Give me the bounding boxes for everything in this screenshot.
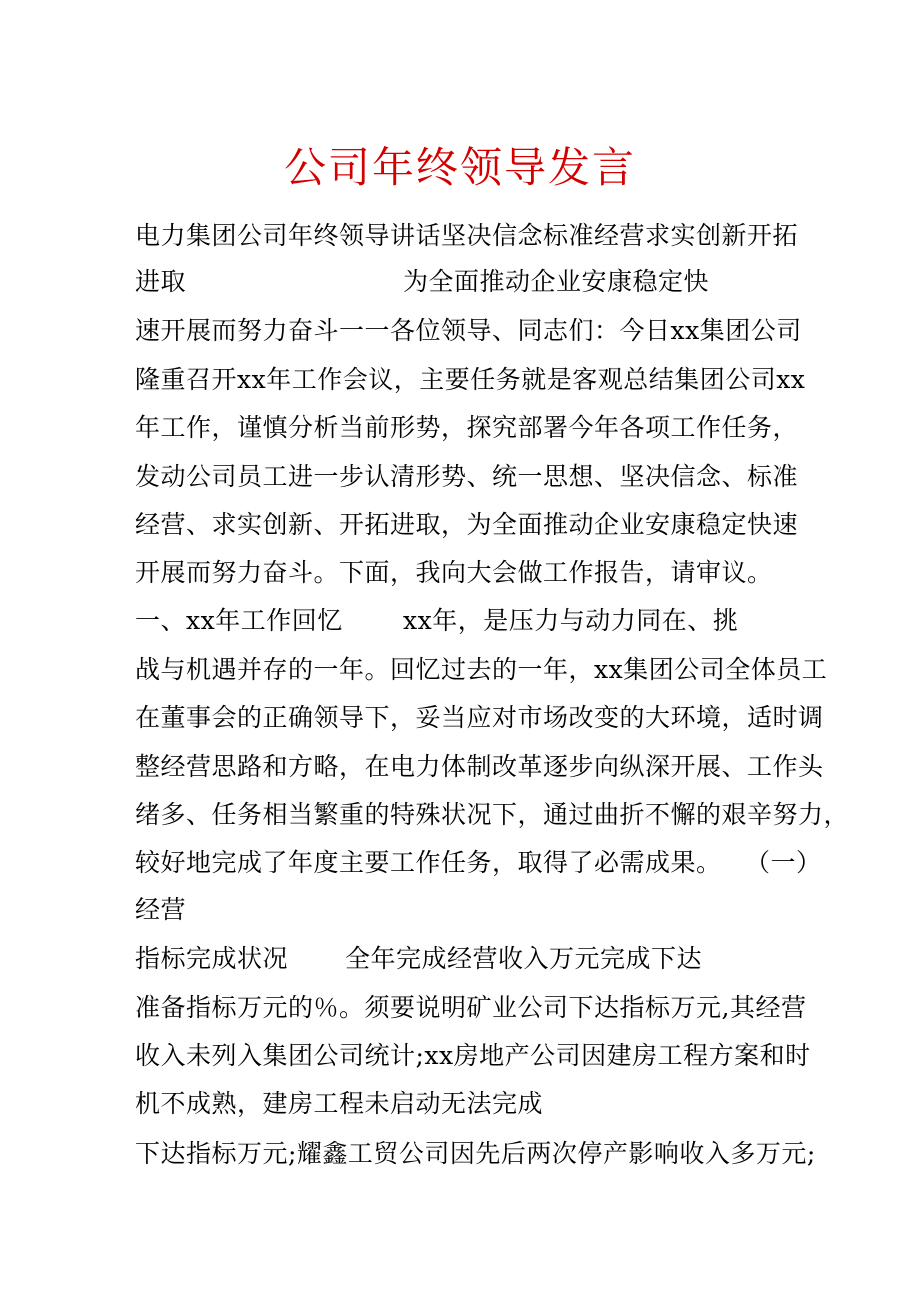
body-text: 整经营思路和方略，在电力体制改革逐步向纵深开展、工作头 (135, 752, 824, 781)
body-text: 战与机遇并存的一年。回忆过去的一年，xx集团公司全体员工 (135, 655, 828, 684)
body-text: 绪多、任务相当繁重的特殊状况下，通过曲折不懈的艰辛努力， (135, 800, 850, 829)
body-text: 开展而努力奋斗。下面，我向大会做工作报告，请审议。 (135, 558, 773, 587)
body-text: 全年完成经营收入万元完成下达 (345, 944, 703, 973)
body-text: 隆重召开xx年工作会议，主要任务就是客观总结集团公司xx (135, 365, 806, 394)
body-text: 进取 (135, 267, 187, 296)
body-text: 电力集团公司年终领导讲话坚决信念标准经营求实创新开拓 (135, 221, 799, 250)
body-text: 收入未列入集团公司统计;xx房地产公司因建房工程方案和时 (135, 1041, 811, 1070)
body-text: 较好地完成了年度主要工作任务，取得了必需成果。 (135, 848, 722, 877)
body-text: 经营、求实创新、开拓进取，为全面推动企业安康稳定快速 (135, 510, 799, 539)
body-text: 在董事会的正确领导下，妥当应对市场改变的大环境，适时调 (135, 703, 824, 732)
body-text: 下达指标万元;耀鑫工贸公司因先后两次停产影响收入多万元; (135, 1139, 816, 1168)
body-text: xx年，是压力与动力同在、挑 (403, 606, 739, 635)
body-text: 年工作，谨慎分析当前形势，探究部署今年各项工作任务， (135, 413, 799, 442)
document-title: 公司年终领导发言 (283, 143, 636, 192)
body-text: 发动公司员工进一步认清形势、统一思想、坚决信念、标准 (135, 462, 799, 491)
body-text: 速开展而努力奋斗一一各位领导、同志们：今日xx集团公司 (135, 316, 802, 345)
section-heading: 一、xx年工作回忆 (135, 606, 343, 635)
subsection-heading: 指标完成状况 (135, 944, 289, 973)
subsection-heading: 经营 (135, 895, 187, 924)
body-text: 机不成熟，建房工程未启动无法完成 (135, 1089, 544, 1118)
body-text: 为全面推动企业安康稳定快 (403, 267, 710, 296)
subsection-number: （一） (745, 848, 822, 877)
body-text: 准备指标万元的％。须要说明矿业公司下达指标万元,其经营 (135, 993, 807, 1022)
